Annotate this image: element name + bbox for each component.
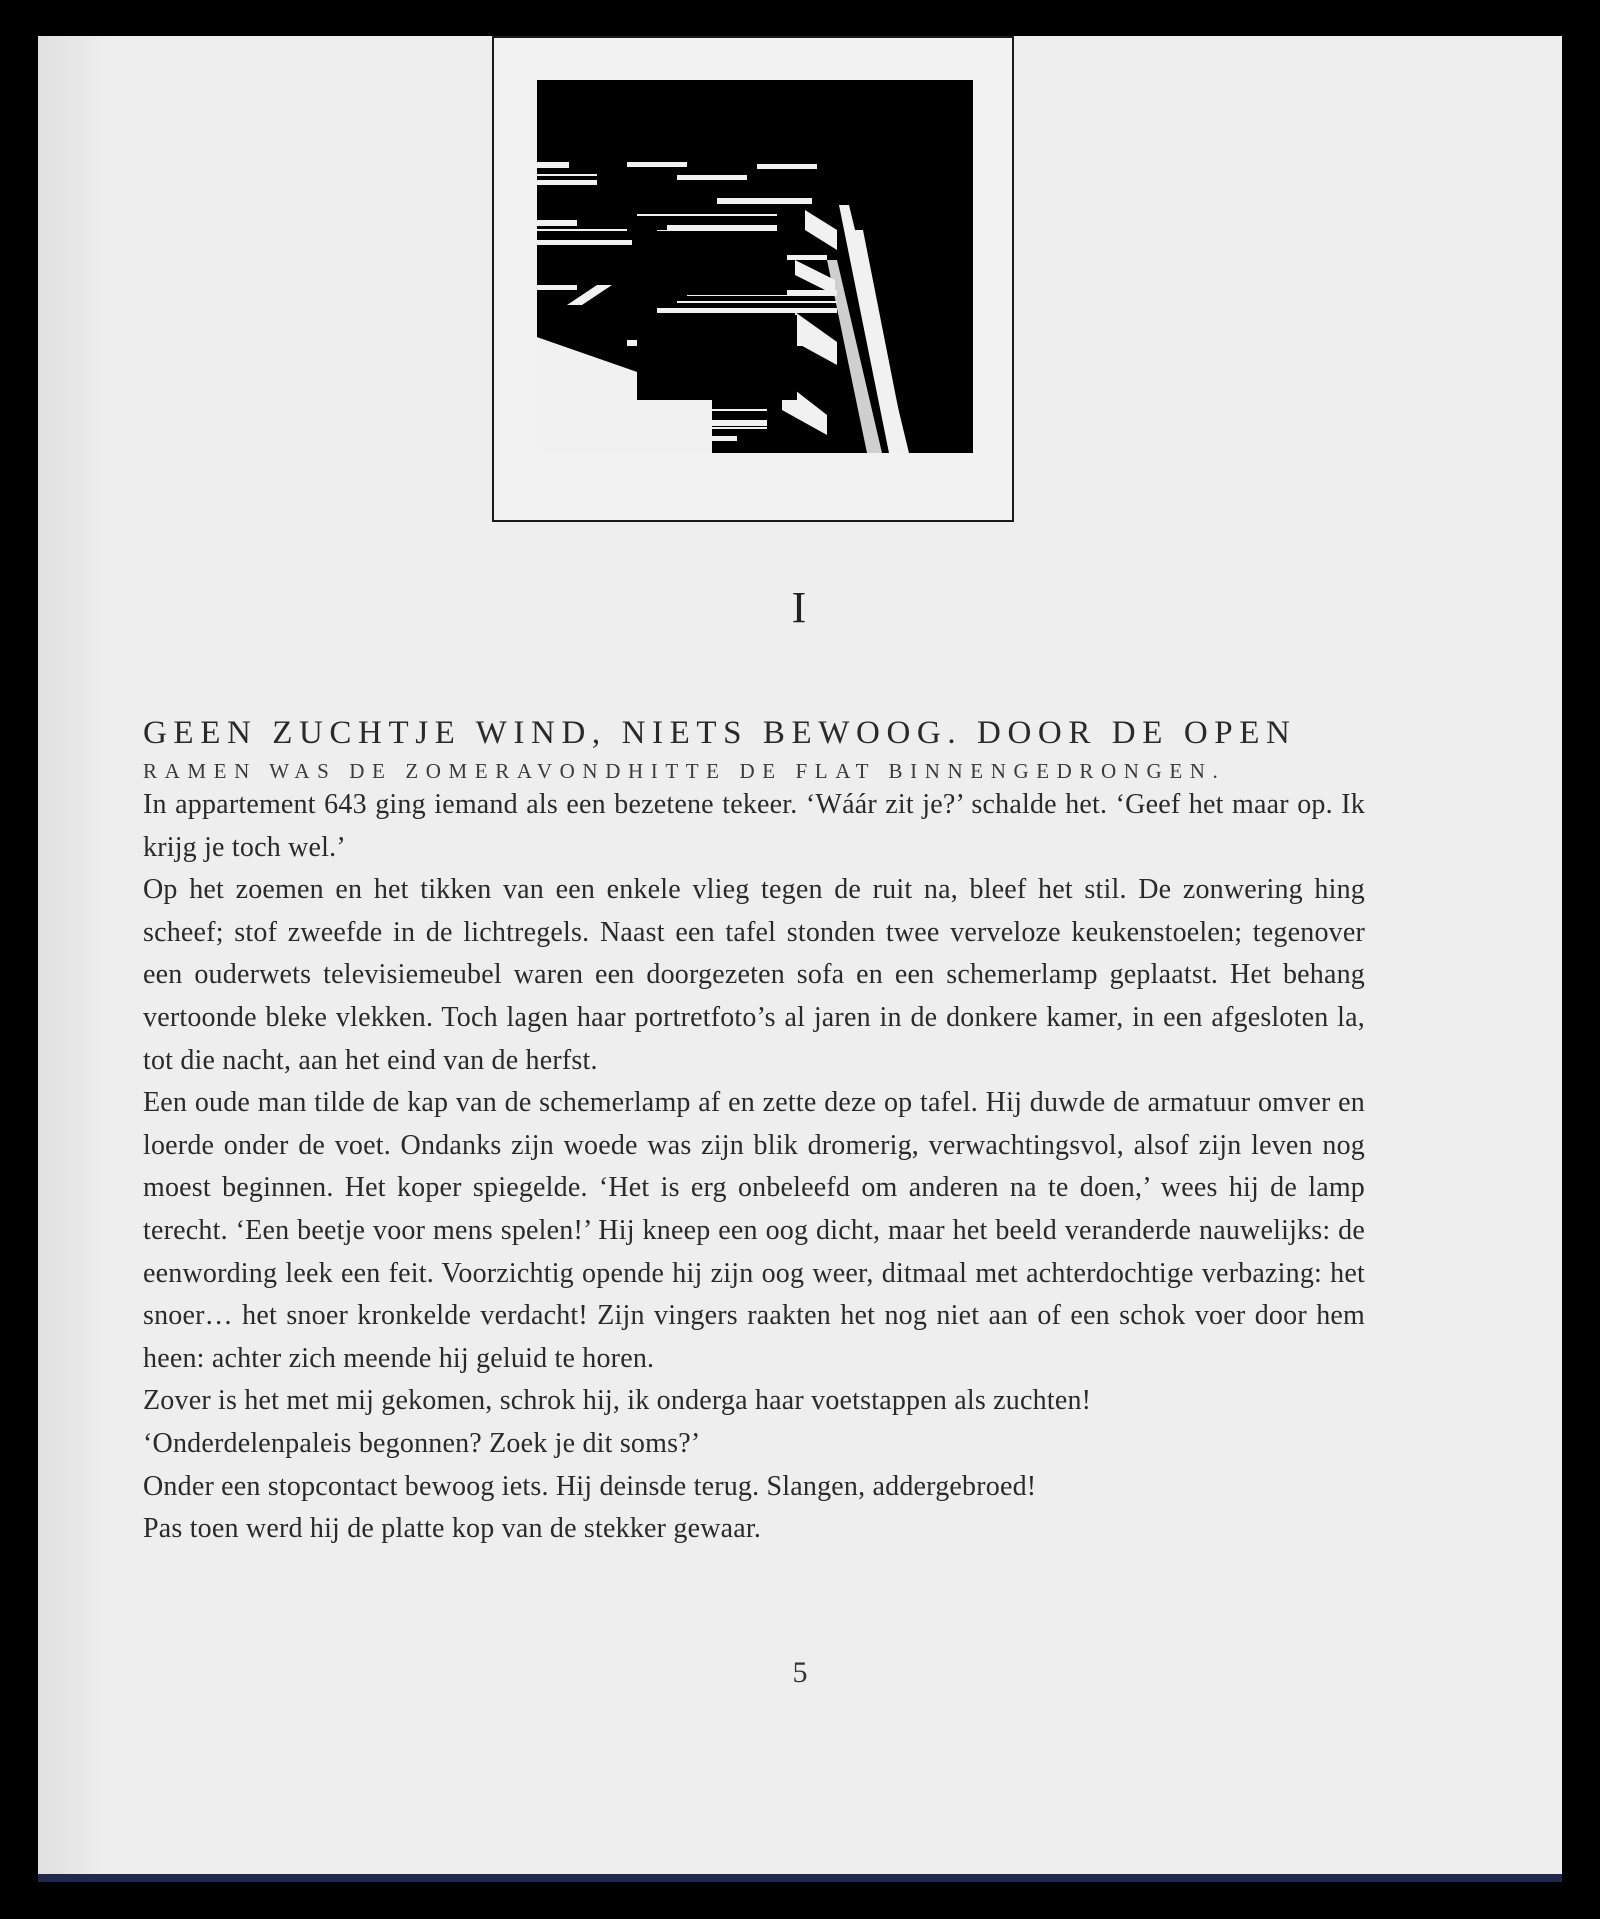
chapter-numeral: I (791, 583, 809, 632)
book-page (38, 36, 1562, 1874)
book-edge-strip (38, 1874, 1562, 1882)
paragraph: Pas toen werd hij de platte kop van de stekker gewaar. (143, 1513, 762, 1545)
opening-line-1: GEEN ZUCHTJE WIND, NIETS BEWOOG. DOOR DE OPEN (143, 715, 1297, 751)
body-text (143, 784, 1365, 1551)
paragraph: Een oude man tilde de kap van de schemerlamp af en zette deze op tafel. Hij duwde de armatuur omver en loerde onder de voet. Ondanks zijn woede was zijn blik dromerig, verwachtingsvol, alsof zijn leven nog moest beginnen. Het koper spiegelde. ‘Het is erg onbeleefd om anderen na te doen,’ wees hij de lamp terecht. ‘Een beetje voor mens spelen!’ Hij kneep een oog dicht, maar het beeld veranderde nauwelijks: de eenwording leek een feit. Voorzichtig opende hij zijn oog weer, ditmaal met achterdochtige verbazing: het snoer… het snoer kronkelde verdacht! Zijn vingers raakten het nog niet aan of een schok voer door hem heen: achter zich meende hij geluid te horen. (143, 1087, 1365, 1374)
paragraph: In appartement 643 ging iemand als een bezetene tekeer. ‘Wáár zit je?’ schalde het. ‘Geef het maar op. Ik krijg je toch wel.’ (143, 789, 1365, 863)
opening-line-2: RAMEN WAS DE ZOMERAVONDHITTE DE FLAT BINNENGEDRONGEN. (143, 759, 1226, 783)
paragraph: Onder een stopcontact bewoog iets. Hij deinsde terug. Slangen, addergebroed! (143, 1470, 1037, 1502)
illustration-frame (492, 36, 1014, 522)
paragraph: Op het zoemen en het tikken van een enkele vlieg tegen de ruit na, bleef het stil. De zonwering hing scheef; stof zweefde in de lichtregels. Naast een tafel stonden twee verveloze keukenstoelen; tegenover een ouderwets televisiemeubel waren een doorgezeten sofa en een schemerlamp geplaatst. Het behang vertoonde bleke vlekken. Toch lagen haar portretfoto’s al jaren in de donkere kamer, in een afgesloten la, tot die nacht, aan het eind van de herfst. (143, 874, 1365, 1076)
spine-shadow (38, 36, 108, 1874)
paragraph: Zover is het met mij gekomen, schrok hij, ik onderga haar voetstappen als zuchten! (143, 1385, 1092, 1417)
page-number: 5 (792, 1656, 808, 1689)
building-illustration (537, 80, 973, 453)
paragraph: ‘Onderdelenpaleis begonnen? Zoek je dit soms?’ (143, 1427, 701, 1459)
